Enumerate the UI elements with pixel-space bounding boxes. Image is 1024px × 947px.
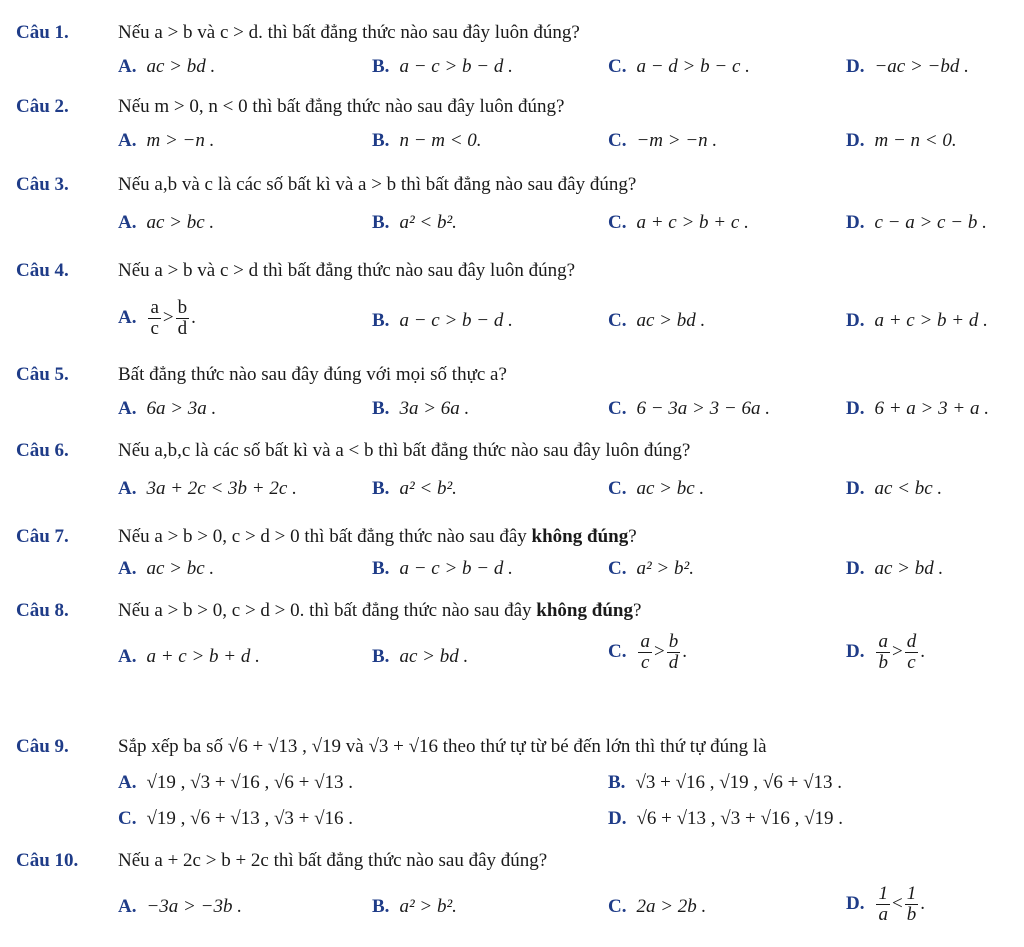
option-a bbox=[118, 130, 214, 152]
option-text: c − a > c − b . bbox=[874, 212, 987, 233]
denominator: d bbox=[177, 317, 188, 339]
numerator: a bbox=[878, 631, 888, 652]
option-c bbox=[608, 632, 687, 673]
denominator: c bbox=[150, 317, 159, 339]
option-label: D. bbox=[608, 808, 627, 829]
option-label: A. bbox=[118, 130, 137, 151]
option-d bbox=[846, 632, 925, 673]
option-label: C. bbox=[608, 558, 627, 579]
option-d bbox=[846, 130, 957, 152]
option-label: A. bbox=[118, 558, 137, 579]
option-label: D. bbox=[846, 558, 865, 579]
denominator: c bbox=[641, 651, 650, 673]
stem-end: ? bbox=[628, 526, 637, 547]
option-b bbox=[372, 56, 513, 78]
option-label: B. bbox=[372, 212, 390, 233]
option-label: B. bbox=[372, 310, 390, 331]
option-label: B. bbox=[372, 558, 390, 579]
stem-emphasis: không đúng bbox=[536, 600, 633, 621]
option-c bbox=[608, 56, 750, 78]
numerator: b bbox=[668, 631, 679, 652]
option-label: B. bbox=[372, 646, 390, 667]
option-b bbox=[372, 478, 457, 500]
option-b bbox=[372, 558, 513, 580]
option-c bbox=[608, 558, 694, 580]
option-label: A. bbox=[118, 398, 137, 419]
option-a bbox=[118, 646, 260, 668]
option-label: B. bbox=[372, 56, 390, 77]
option-label: C. bbox=[608, 212, 627, 233]
option-c bbox=[608, 212, 749, 234]
stem-math: √6 + √13 , √19 bbox=[227, 736, 342, 757]
question-number: Câu 9. bbox=[16, 736, 69, 757]
question-number: Câu 1. bbox=[16, 22, 69, 43]
option-text: a² < b². bbox=[399, 478, 457, 499]
stem-math: √3 + √16 bbox=[368, 736, 439, 757]
option-text: a + c > b + c . bbox=[636, 212, 749, 233]
option-text: a − c > b − d . bbox=[399, 558, 513, 579]
option-b bbox=[372, 896, 457, 918]
option-label: B. bbox=[372, 478, 390, 499]
option-text: 6a > 3a . bbox=[146, 398, 217, 419]
option-d bbox=[846, 478, 942, 500]
stem-text: Sắp xếp ba số bbox=[118, 736, 224, 757]
option-label: C. bbox=[608, 896, 627, 917]
option-text: ac > bc . bbox=[146, 558, 215, 579]
option-text: a² > b². bbox=[399, 896, 457, 917]
period: . bbox=[191, 306, 196, 328]
fraction bbox=[667, 632, 681, 673]
option-label: C. bbox=[608, 640, 627, 662]
numerator: 1 bbox=[906, 883, 917, 904]
stem-emphasis: không đúng bbox=[531, 526, 629, 547]
stem-end: ? bbox=[632, 600, 642, 621]
option-text: ac > bc . bbox=[146, 212, 215, 233]
option-text: a² > b². bbox=[636, 558, 694, 579]
question-number: Câu 3. bbox=[16, 174, 69, 195]
fraction bbox=[638, 632, 652, 673]
question-number: Câu 8. bbox=[16, 600, 69, 621]
option-text: a − c > b − d . bbox=[399, 56, 513, 77]
option-text: a + c > b + d . bbox=[146, 646, 260, 667]
option-text: 3a > 6a . bbox=[399, 398, 470, 419]
option-b bbox=[372, 130, 482, 152]
question-number: Câu 5. bbox=[16, 364, 69, 385]
denominator: a bbox=[878, 903, 888, 925]
option-label: D. bbox=[846, 310, 865, 331]
option-a bbox=[118, 896, 242, 918]
option-c bbox=[608, 310, 705, 332]
option-d bbox=[846, 310, 988, 332]
option-text: a − d > b − c . bbox=[636, 56, 750, 77]
option-text: ac > bd . bbox=[874, 558, 944, 579]
option-label: C. bbox=[118, 808, 137, 829]
stem-text: Nếu a > b > 0, c > d > 0 thì bất đẳng thức nào sau đây bbox=[118, 526, 532, 547]
option-label: B. bbox=[608, 772, 626, 793]
option-b bbox=[608, 772, 842, 794]
option-label: D. bbox=[846, 130, 865, 151]
option-c bbox=[608, 398, 770, 420]
question-stem bbox=[118, 600, 641, 622]
option-label: B. bbox=[372, 398, 390, 419]
question-number: Câu 6. bbox=[16, 440, 69, 461]
stem-text: và bbox=[345, 736, 364, 757]
operator: > bbox=[653, 640, 665, 662]
option-label: A. bbox=[118, 646, 137, 667]
question-stem bbox=[118, 526, 637, 548]
option-b bbox=[372, 646, 468, 668]
option-c bbox=[608, 896, 706, 918]
option-label: D. bbox=[846, 892, 865, 914]
denominator: d bbox=[668, 651, 679, 673]
stem-text: theo thứ tự từ bé đến lớn thì thứ tự đúng là bbox=[442, 736, 767, 757]
option-text: √3 + √16 , √19 , √6 + √13 . bbox=[635, 772, 843, 793]
option-text: √6 + √13 , √3 + √16 , √19 . bbox=[636, 808, 844, 829]
fraction bbox=[148, 298, 160, 339]
option-b bbox=[372, 398, 469, 420]
option-label: C. bbox=[608, 478, 627, 499]
option-text: ac > bd . bbox=[399, 646, 469, 667]
option-a bbox=[118, 56, 215, 78]
option-text: −ac > −bd . bbox=[874, 56, 969, 77]
period: . bbox=[682, 640, 687, 662]
question-number: Câu 7. bbox=[16, 526, 69, 547]
fraction bbox=[176, 298, 190, 339]
period: . bbox=[920, 892, 925, 914]
option-label: C. bbox=[608, 56, 627, 77]
option-a bbox=[118, 772, 353, 794]
option-label: A. bbox=[118, 56, 137, 77]
option-label: A. bbox=[118, 772, 137, 793]
question-stem: Nếu a,b,c là các số bất kì và a < b thì bất đẳng thức nào sau đây luôn đúng? bbox=[118, 440, 691, 461]
question-stem: Nếu a > b và c > d. thì bất đẳng thức nào sau đây luôn đúng? bbox=[118, 22, 580, 43]
option-d bbox=[846, 558, 943, 580]
numerator: a bbox=[640, 631, 650, 652]
option-label: A. bbox=[118, 896, 137, 917]
question-stem: Bất đẳng thức nào sau đây đúng với mọi số thực a? bbox=[118, 364, 507, 385]
option-text: a − c > b − d . bbox=[399, 310, 513, 331]
option-a bbox=[118, 298, 196, 339]
option-text: 6 − 3a > 3 − 6a . bbox=[636, 398, 770, 419]
option-text: √19 , √6 + √13 , √3 + √16 . bbox=[146, 808, 354, 829]
option-label: B. bbox=[372, 130, 390, 151]
option-label: A. bbox=[118, 306, 137, 328]
option-label: D. bbox=[846, 56, 865, 77]
option-b bbox=[372, 310, 513, 332]
numerator: a bbox=[150, 297, 159, 318]
numerator: b bbox=[177, 297, 188, 318]
option-text: −m > −n . bbox=[636, 130, 718, 151]
option-text: a + c > b + d . bbox=[874, 310, 988, 331]
option-text: n − m < 0. bbox=[399, 130, 482, 151]
option-text: ac > bd . bbox=[636, 310, 706, 331]
option-d bbox=[846, 212, 987, 234]
question-stem bbox=[118, 736, 767, 758]
option-d bbox=[846, 56, 969, 78]
option-d bbox=[608, 808, 843, 830]
option-text: ac > bd . bbox=[146, 56, 216, 77]
option-text: ac < bc . bbox=[874, 478, 943, 499]
option-b bbox=[372, 212, 457, 234]
option-a bbox=[118, 478, 297, 500]
question-stem: Nếu m > 0, n < 0 thì bất đẳng thức nào sau đây luôn đúng? bbox=[118, 96, 565, 117]
fraction bbox=[905, 632, 919, 673]
question-number: Câu 2. bbox=[16, 96, 69, 117]
operator: < bbox=[891, 892, 903, 914]
operator: > bbox=[162, 306, 174, 328]
option-text: m − n < 0. bbox=[874, 130, 957, 151]
option-c bbox=[118, 808, 353, 830]
question-number: Câu 4. bbox=[16, 260, 69, 281]
option-text: −3a > −3b . bbox=[146, 896, 242, 917]
option-text: 3a + 2c < 3b + 2c . bbox=[146, 478, 297, 499]
option-label: A. bbox=[118, 478, 137, 499]
fraction bbox=[876, 632, 890, 673]
option-a bbox=[118, 558, 214, 580]
option-label: C. bbox=[608, 398, 627, 419]
option-c bbox=[608, 478, 704, 500]
option-d bbox=[846, 884, 925, 925]
question-number: Câu 10. bbox=[16, 850, 79, 871]
fraction bbox=[876, 884, 890, 925]
stem-text: Nếu a > b > 0, c > d > 0. thì bất đẳng thức nào sau đây bbox=[118, 600, 537, 621]
option-d bbox=[846, 398, 989, 420]
option-label: D. bbox=[846, 398, 865, 419]
option-text: 2a > 2b . bbox=[636, 896, 707, 917]
option-label: D. bbox=[846, 478, 865, 499]
option-label: D. bbox=[846, 212, 865, 233]
option-text: 6 + a > 3 + a . bbox=[874, 398, 989, 419]
question-stem: Nếu a,b và c là các số bất kì và a > b thì bất đẳng nào sau đây đúng? bbox=[118, 174, 637, 195]
option-text: m > −n . bbox=[146, 130, 215, 151]
denominator: b bbox=[906, 903, 917, 925]
period: . bbox=[920, 640, 925, 662]
option-text: ac > bc . bbox=[636, 478, 705, 499]
option-label: C. bbox=[608, 310, 627, 331]
option-label: A. bbox=[118, 212, 137, 233]
question-stem: Nếu a + 2c > b + 2c thì bất đẳng thức nào sau đây đúng? bbox=[118, 850, 548, 871]
denominator: b bbox=[878, 651, 888, 673]
option-text: a² < b². bbox=[399, 212, 457, 233]
operator: > bbox=[891, 640, 903, 662]
fraction bbox=[905, 884, 919, 925]
option-c bbox=[608, 130, 717, 152]
numerator: 1 bbox=[878, 883, 888, 904]
numerator: d bbox=[906, 631, 917, 652]
option-label: B. bbox=[372, 896, 390, 917]
option-a bbox=[118, 398, 216, 420]
option-text: √19 , √3 + √16 , √6 + √13 . bbox=[146, 772, 354, 793]
option-label: C. bbox=[608, 130, 627, 151]
option-a bbox=[118, 212, 214, 234]
option-label: D. bbox=[846, 640, 865, 662]
question-stem: Nếu a > b và c > d thì bất đẳng thức nào sau đây luôn đúng? bbox=[118, 260, 576, 281]
denominator: c bbox=[907, 651, 916, 673]
